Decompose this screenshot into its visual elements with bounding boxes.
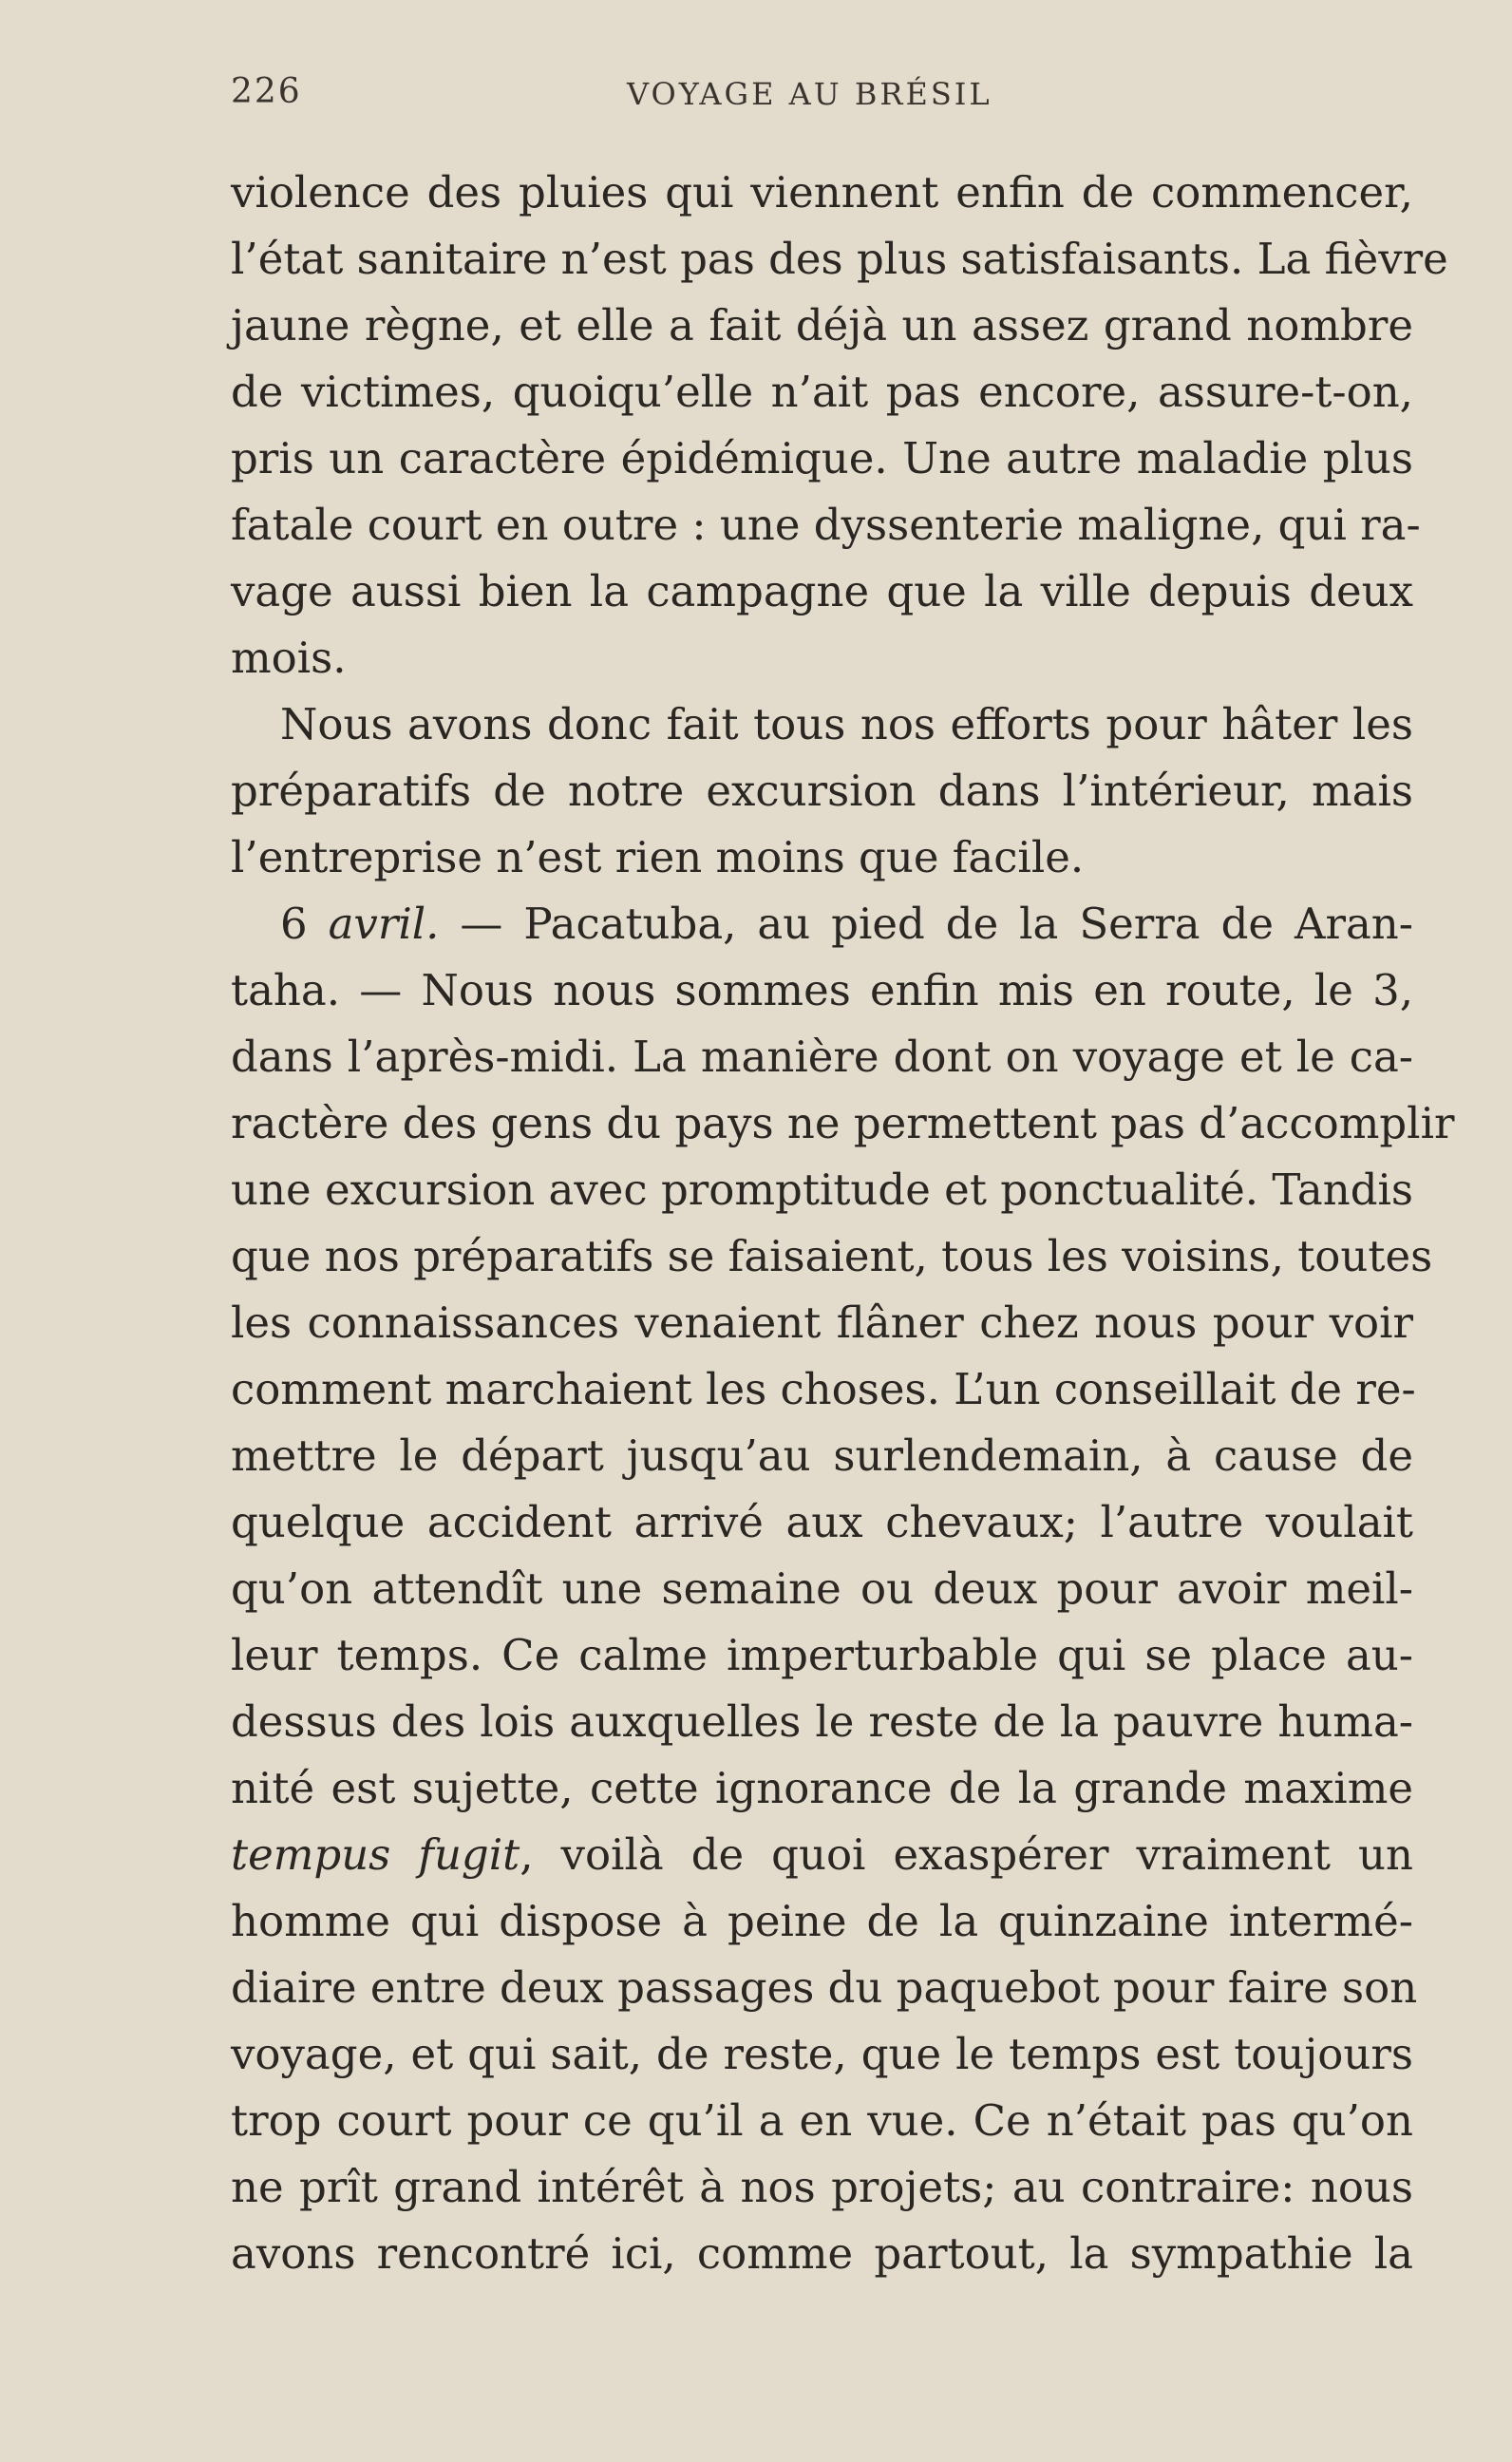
text-line: préparatifs de notre excursion dans l’intérieur, mais — [231, 766, 1413, 816]
text-line: l’entreprise n’est rien moins que facile. — [231, 832, 1085, 882]
text-line: violence des pluies qui viennent enfin de commencer, — [231, 167, 1413, 218]
text-line: vage aussi bien la campagne que la ville depuis deux — [231, 566, 1413, 616]
latin-rest: , voilà de quoi exaspérer vraiment un — [520, 1829, 1413, 1880]
page-number: 226 — [231, 72, 302, 111]
text-line: homme qui dispose à peine de la quinzaine intermé- — [231, 1896, 1413, 1946]
date-rest: — Pacatuba, au pied de la Serra de Aran- — [460, 899, 1413, 949]
text-line: dans l’après-midi. La manière dont on voyage et le ca- — [231, 1032, 1413, 1082]
text-line: une excursion avec promptitude et ponctualité. Tandis — [231, 1165, 1413, 1215]
text-line: les connaissances venaient flâner chez nous pour voir — [231, 1297, 1413, 1348]
text-line: fatale court en outre : une dyssenterie maligne, qui ra- — [231, 500, 1421, 550]
text-line: comment marchaient les choses. L’un conseillait de re- — [231, 1364, 1416, 1414]
text-line: de victimes, quoiqu’elle n’ait pas encore, assure-t-on, — [231, 367, 1413, 417]
text-line-latin — [231, 1822, 1413, 1888]
date-prefix: 6 — [280, 899, 329, 949]
text-line: taha. — Nous nous sommes enfin mis en route, le 3, — [231, 965, 1413, 1015]
text-line: que nos préparatifs se faisaient, tous les voisins, toutes — [231, 1231, 1433, 1281]
text-line: qu’on attendît une semaine ou deux pour avoir meil- — [231, 1563, 1413, 1614]
text-line: avons rencontré ici, comme partout, la sympathie la — [231, 2228, 1413, 2279]
text-line: ractère des gens du pays ne permettent pas d’accomplir — [231, 1098, 1455, 1148]
text-line: nité est sujette, cette ignorance de la grande maxime — [231, 1763, 1413, 1813]
text-line: Nous avons donc fait tous nos efforts pour hâter les — [280, 699, 1413, 749]
text-line: leur temps. Ce calme imperturbable qui se place au- — [231, 1630, 1413, 1680]
text-line: jaune règne, et elle a fait déjà un assez grand nombre — [231, 300, 1413, 350]
text-line: l’état sanitaire n’est pas des plus satisfaisants. La fièvre — [231, 234, 1448, 284]
text-line: trop court pour ce qu’il a en vue. Ce n’était pas qu’on — [231, 2095, 1413, 2146]
text-line: mettre le départ jusqu’au surlendemain, à cause de — [231, 1430, 1413, 1481]
text-line: voyage, et qui sait, de reste, que le temps est toujours — [231, 2029, 1413, 2079]
body-text — [231, 160, 1455, 2287]
text-line-dated — [231, 891, 1413, 957]
running-title: VOYAGE AU BRÉSIL — [627, 76, 992, 112]
text-line: quelque accident arrivé aux chevaux; l’autre voulait — [231, 1497, 1413, 1547]
date-italic: avril. — [328, 899, 440, 949]
text-line: pris un caractère épidémique. Une autre maladie plus — [231, 433, 1413, 483]
text-line: mois. — [231, 633, 347, 683]
text-line: dessus des lois auxquelles le reste de la pauvre huma- — [231, 1696, 1413, 1747]
latin-phrase: tempus fugit — [231, 1829, 520, 1880]
text-line: diaire entre deux passages du paquebot pour faire son — [231, 1962, 1418, 2013]
text-line: ne prît grand intérêt à nos projets; au contraire: nous — [231, 2162, 1413, 2212]
